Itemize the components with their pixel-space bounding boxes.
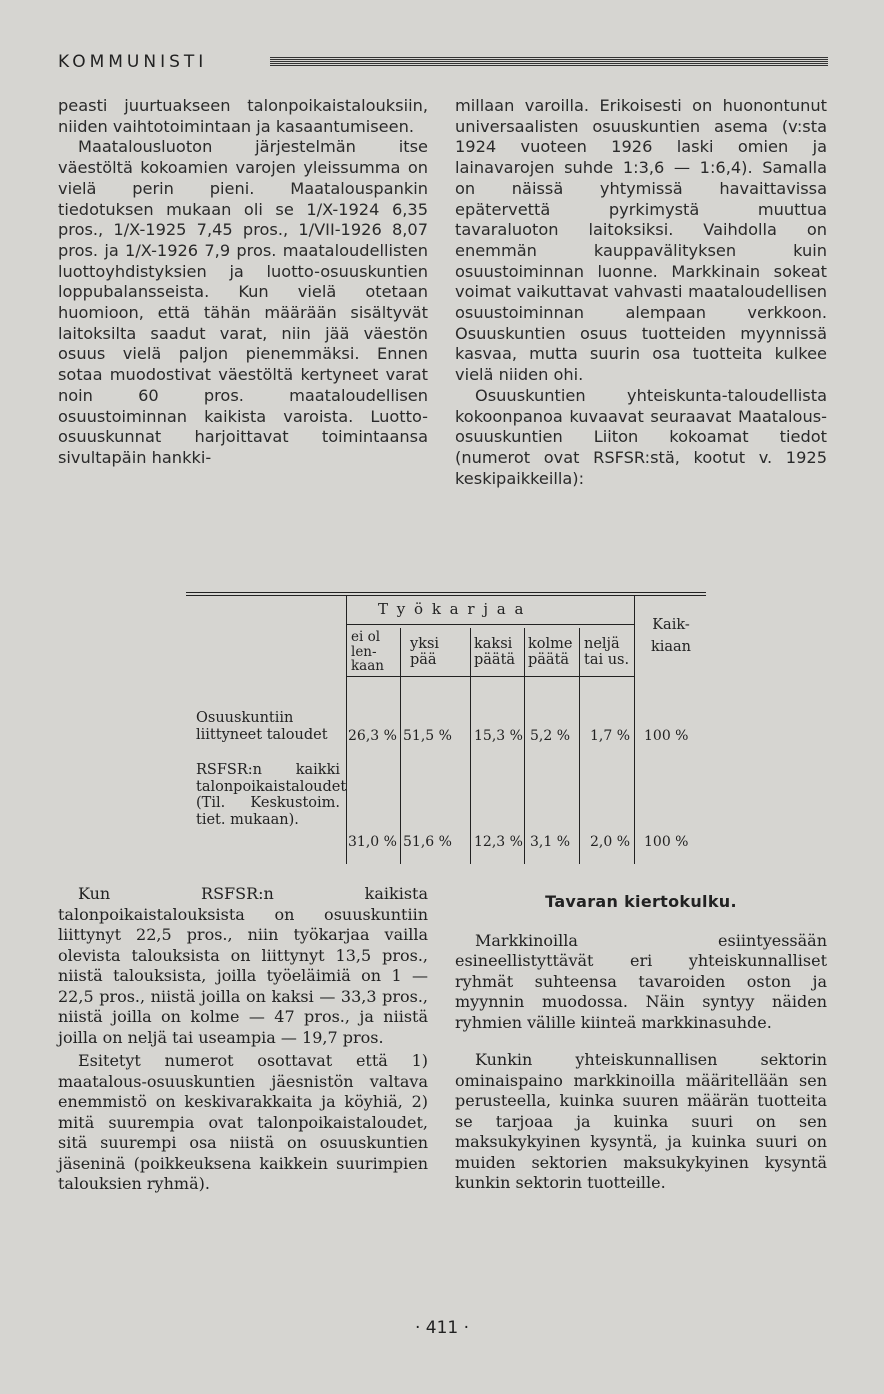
table-cell: 2,0 % — [590, 834, 631, 850]
page-number: · 411 · — [414, 1318, 470, 1338]
paragraph: Maatalousluoton järjestelmän itse väestöltä kokoamien varojen yleissumma on vielä perin pieni. Maatalouspankin tiedotuksen mukaan oli se 1/X-1924 6,35 pros., 1/X-1925 7,45 pros., 1/VII-1926 8,07 pros. ja 1/X-1926 7,9 pros. maataloudellisten luottoyhdistyksien ja luotto-osuuskuntien loppubalansseista. Kun vielä otetaan huomioon, että tähän määrään sisältyvät laitoksilta saadut varat, niin jää väestön osuus vielä paljon pienemmäksi. Ennen sotaa muodostivat väestöltä kertyneet varat noin 60 pros. maataloudellisen osuustoiminnan kaikista varoista. Luotto-osuuskunnat harjoittavat toimintaansa sivultapäin hankki- — [58, 137, 428, 467]
table-rule — [634, 596, 635, 864]
table-cell: 51,6 % — [403, 834, 452, 850]
row-label: RSFSR:n kaikki talonpoikaistaloudet (Til. Keskustoim. tiet. mukaan). — [196, 762, 347, 828]
running-header — [58, 52, 828, 76]
paragraph: peasti juurtuakseen talonpoikaistalouksiin, niiden vaihtotoimintaan ja kasaantumiseen. — [58, 96, 428, 136]
statistics-table — [186, 592, 706, 864]
paragraph: Osuuskuntien yhteiskunta-taloudellista kokoonpanoa kuvaavat seuraavat Maatalous-osuuskuntien Liiton kokoamat tiedot (numerot ovat RSFSR:stä, kootut v. 1925 keskipaikkeilla): — [455, 385, 827, 488]
paragraph: Kunkin yhteiskunnallisen sektorin ominaispaino markkinoilla määritellään sen perusteella, kuinka suuren määrän tuotteita se tarjoaa ja kuinka suuri on sen maksukykyinen kysyntä, ja kuinka suuri on muiden sektorien maksukykyinen kysyntä kunkin sektorin tuotteille. — [455, 1050, 827, 1192]
left-column-top — [58, 96, 428, 469]
section-heading: Tavaran kiertokulku. — [545, 892, 737, 911]
right-column-top — [455, 96, 827, 489]
column-header: kolme päätä — [528, 636, 573, 668]
header-rule — [270, 57, 828, 67]
table-cell: 51,5 % — [403, 728, 452, 744]
paragraph: Esitetyt numerot osottavat että 1) maatalous-osuuskuntien jäesnistön valtava enemmistö on keskivarakkaita ja köyhiä, 2) mitä suurempia ovat talonpoikaistaloudet, sitä suurempi osa niistä on osuuskuntien jäseninä (poikkeuksena kaikkein suurimpien talouksien ryhmä). — [58, 1051, 428, 1193]
row-label: Osuuskuntiin liittyneet taloudet — [196, 710, 328, 743]
group-header: T y ö k a r j a a — [378, 600, 526, 618]
table-rule — [346, 596, 347, 864]
table-cell: 31,0 % — [348, 834, 397, 850]
paragraph: millaan varoilla. Erikoisesti on huonontunut universaalisten osuuskuntien asema (v:sta 1924 vuoteen 1926 laski omien ja lainavarojen suhde 1:3,6 — 1:6,4). Samalla on näissä yhtymissä havaittavissa epätervettä pyrkimystä muuttua tavaraluoton laitoksiksi. Vaihdolla on enemmän kauppavälityksen kuin osuustoiminnan luonne. Markkinain sokeat voimat vaikuttavat vahvasti maataloudellisen osuustoiminnan alempaan verkkoon. Osuuskuntien osuus tuotteiden myynnissä kasvaa, mutta suurin osa tuotteita kulkee vielä niiden ohi. — [455, 96, 827, 385]
journal-title: KOMMUNISTI — [58, 52, 208, 72]
left-column-bottom — [58, 884, 428, 1195]
paragraph: Kun RSFSR:n kaikista talonpoikaistalouksista on osuuskuntiin liittynyt 22,5 pros., niin työkarjaa vailla olevista talouksista on liittynyt 13,5 pros., niistä talouksista, joilla työeläimiä on 1 — 22,5 pros., niistä joilla on kaksi — 33,3 pros., niistä joilla on kolme — 47 pros., ja niistä joilla on neljä tai useampia — 19,7 pros. — [58, 884, 428, 1047]
column-header: kaksi päätä — [474, 636, 516, 668]
right-column-bottom — [455, 892, 827, 1194]
table-cell: 100 % — [644, 728, 689, 744]
table-cell: 15,3 % — [474, 728, 523, 744]
table-cell: 26,3 % — [348, 728, 397, 744]
column-header-total: Kaik- kiaan — [650, 617, 692, 655]
column-header: yksi pää — [410, 636, 440, 668]
table-cell: 100 % — [644, 834, 689, 850]
table-cell: 3,1 % — [530, 834, 571, 850]
table-cell: 12,3 % — [474, 834, 523, 850]
table-cell: 5,2 % — [530, 728, 571, 744]
table-cell: 1,7 % — [590, 728, 631, 744]
column-header: neljä tai us. — [584, 636, 630, 668]
column-header: ei ol len- kaan — [351, 629, 384, 674]
paragraph: Markkinoilla esiintyessään esineellistyttävät eri yhteiskunnalliset ryhmät suhteensa tavaroiden oston ja myynnin muodossa. Näin syntyy näiden ryhmien välille kiinteä markkinasuhde. — [455, 930, 827, 1032]
